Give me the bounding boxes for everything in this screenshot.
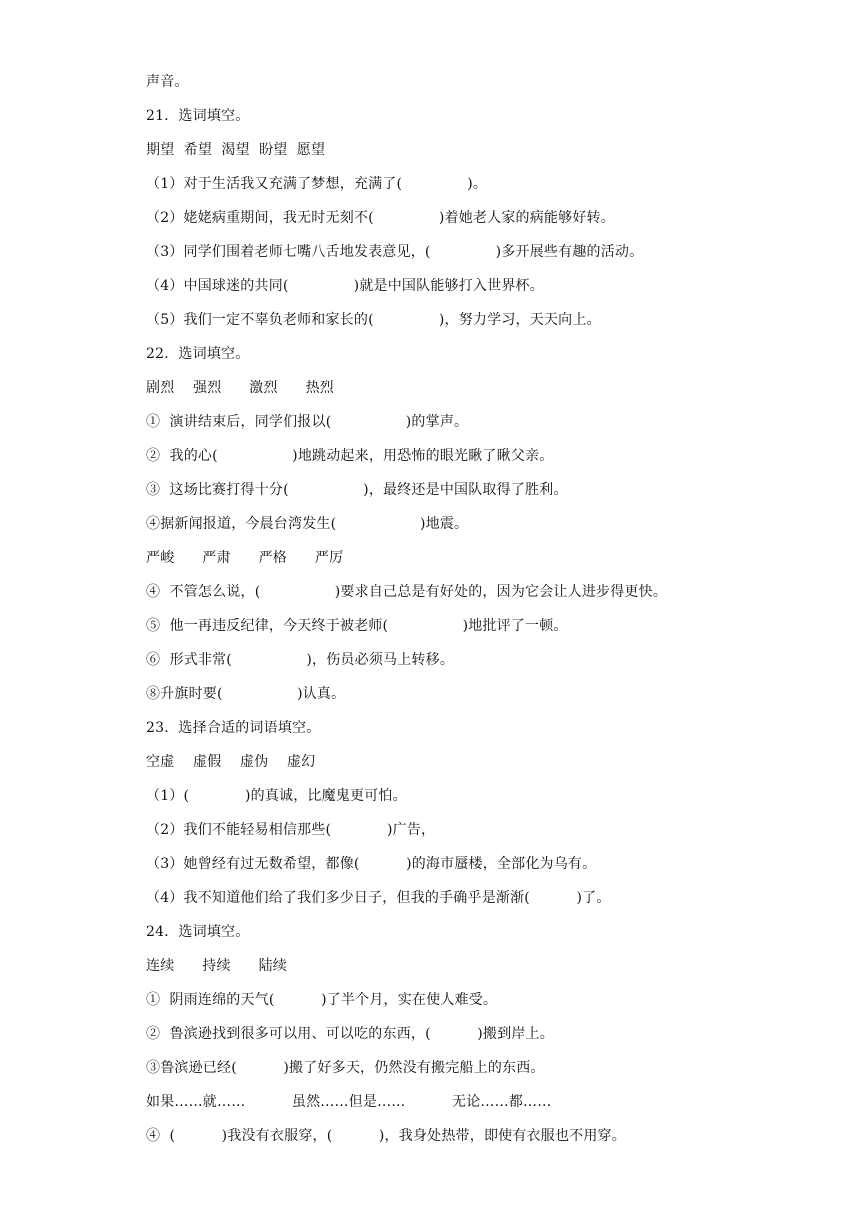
question-item: ① 演讲结束后，同学们报以( )的掌声。 — [146, 414, 469, 430]
word-bank: 严峻 严肃 严格 严厉 — [146, 550, 344, 566]
question-item: ⑧升旗时要( )认真。 — [146, 686, 346, 702]
text-line: 声音。 — [146, 74, 189, 90]
question-item: （3）同学们围着老师七嘴八舌地发表意见，( )多开展些有趣的活动。 — [146, 244, 644, 260]
question-item: ③ 这场比赛打得十分( )，最终还是中国队取得了胜利。 — [146, 482, 568, 498]
question-item: ① 阴雨连绵的天气( )了半个月，实在使人难受。 — [146, 992, 498, 1008]
question-item: ③鲁滨逊已经( )搬了好多天，仍然没有搬完船上的东西。 — [146, 1060, 545, 1076]
question-item: ④ 不管怎么说，( )要求自己总是有好处的，因为它会让人进步得更快。 — [146, 584, 668, 600]
question-24-heading: 24．选词填空。 — [146, 924, 250, 940]
question-23-heading: 23．选择合适的词语填空。 — [146, 720, 321, 736]
question-item: ④ ( )我没有衣服穿，( )，我身处热带，即使有衣服也不用穿。 — [146, 1128, 626, 1144]
word-bank: 如果……就…… 虽然……但是…… 无论……都…… — [146, 1094, 552, 1110]
question-item: ④据新闻报道，今晨台湾发生( )地震。 — [146, 516, 469, 532]
word-bank: 期望 希望 渴望 盼望 愿望 — [146, 142, 326, 158]
question-item: ② 鲁滨逊找到很多可以用、可以吃的东西，( )搬到岸上。 — [146, 1026, 554, 1042]
question-item: （4）我不知道他们给了我们多少日子，但我的手确乎是渐渐( )了。 — [146, 890, 611, 906]
word-bank: 剧烈 强烈 激烈 热烈 — [146, 380, 335, 396]
question-item: ⑥ 形式非常( )，伤员必须马上转移。 — [146, 652, 455, 668]
question-21-heading: 21．选词填空。 — [146, 108, 250, 124]
question-item: （3）她曾经有过无数希望，都像( )的海市蜃楼，全部化为乌有。 — [146, 856, 597, 872]
question-item: （4）中国球迷的共同( )就是中国队能够打入世界杯。 — [146, 278, 544, 294]
question-item: （1）对于生活我又充满了梦想，充满了( )。 — [146, 176, 488, 192]
question-item: （2）我们不能轻易相信那些( )广告， — [146, 822, 436, 838]
question-item: （1）( )的真诚，比魔鬼更可怕。 — [146, 788, 407, 804]
question-item: ② 我的心( )地跳动起来，用恐怖的眼光瞅了瞅父亲。 — [146, 448, 554, 464]
question-item: （5）我们一定不辜负老师和家长的( )，努力学习，天天向上。 — [146, 312, 601, 328]
question-item: ⑤ 他一再违反纪律，今天终于被老师( )地批评了一顿。 — [146, 618, 568, 634]
question-item: （2）姥姥病重期间，我无时无刻不( )着她老人家的病能够好转。 — [146, 210, 615, 226]
question-22-heading: 22．选词填空。 — [146, 346, 250, 362]
word-bank: 空虚 虚假 虚伪 虚幻 — [146, 754, 316, 770]
word-bank: 连续 持续 陆续 — [146, 958, 288, 974]
